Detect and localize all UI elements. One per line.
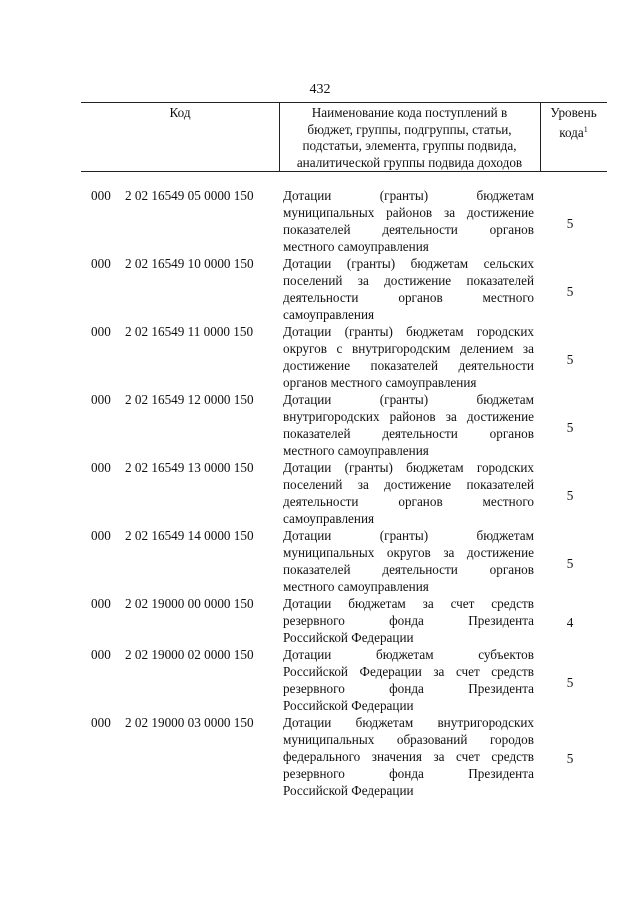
header-level-line: Уровень (550, 105, 597, 120)
name-line: показателей деятельности органов (283, 426, 534, 441)
name-line: местного самоуправления (283, 443, 429, 458)
page-number: 432 (309, 82, 331, 97)
level-cell: 5 (566, 488, 574, 503)
income-code-cell: 2 02 16549 11 0000 150 (125, 324, 254, 339)
level-cell: 5 (566, 556, 574, 571)
name-line: самоуправления (283, 511, 375, 526)
name-line: Дотации бюджетам внутригородских (283, 715, 534, 730)
name-line: Дотации (гранты) бюджетам сельских (283, 256, 534, 271)
name-line: показателей деятельности органов (283, 562, 534, 577)
name-line: Российской Федерации (283, 698, 414, 713)
name-cell (283, 714, 534, 799)
name-line: Дотации (гранты) бюджетам городских (283, 324, 534, 339)
level-cell: 5 (566, 420, 574, 435)
name-line: округов с внутригородским делением за (283, 341, 534, 356)
name-line: Дотации бюджетам за счет средств (283, 596, 534, 611)
level-cell: 5 (566, 751, 574, 766)
name-line: Дотации (гранты) бюджетам (283, 528, 534, 543)
name-cell (283, 255, 534, 323)
level-cell: 5 (566, 284, 574, 299)
admin-code-cell: 000 (91, 460, 111, 475)
income-code-cell: 2 02 19000 02 0000 150 (125, 647, 254, 662)
header-name-line: бюджет, группы, подгруппы, статьи, (307, 121, 512, 137)
admin-code-cell: 000 (91, 647, 111, 662)
name-line: резервного фонда Президента (283, 681, 534, 696)
name-line: деятельности органов местного (283, 494, 534, 509)
name-line: резервного фонда Президента (283, 766, 534, 781)
name-cell (283, 391, 534, 459)
admin-code-cell: 000 (91, 528, 111, 543)
name-cell (283, 646, 534, 714)
income-code-cell: 2 02 19000 03 0000 150 (125, 715, 254, 730)
name-line: местного самоуправления (283, 239, 429, 254)
header-name-line: аналитической группы подвида доходов (296, 154, 523, 170)
name-line: Российской Федерации за счет средств (283, 664, 534, 679)
header-level-text: кода (559, 124, 584, 140)
header-name-line: Наименование кода поступлений в (311, 105, 508, 120)
name-line: Российской Федерации (283, 630, 414, 645)
name-line: муниципальных районов за достижение (283, 205, 534, 220)
name-line: Дотации бюджетам субъектов (283, 647, 534, 662)
name-line: резервного фонда Президента (283, 613, 534, 628)
admin-code-cell: 000 (91, 188, 111, 203)
admin-code-cell: 000 (91, 256, 111, 271)
name-line: муниципальных образований городов (283, 732, 534, 747)
header-level-line (540, 122, 607, 142)
name-line: самоуправления (283, 307, 375, 322)
header-code: Код (169, 105, 191, 120)
name-line: Дотации (гранты) бюджетам (283, 188, 534, 203)
name-line: муниципальных округов за достижение (283, 545, 534, 560)
name-line: Российской Федерации (283, 783, 414, 798)
level-cell: 5 (566, 675, 574, 690)
name-line: достижение показателей деятельности (283, 358, 534, 373)
name-line: деятельности органов местного (283, 290, 534, 305)
income-code-cell: 2 02 16549 10 0000 150 (125, 256, 254, 271)
income-code-cell: 2 02 16549 13 0000 150 (125, 460, 254, 475)
header-name (279, 105, 540, 171)
level-cell: 5 (566, 352, 574, 367)
level-cell: 5 (566, 216, 574, 231)
header-level (540, 105, 607, 141)
name-cell (283, 187, 534, 255)
admin-code-cell: 000 (91, 715, 111, 730)
name-line: местного самоуправления (283, 579, 429, 594)
income-code-cell: 2 02 16549 05 0000 150 (125, 188, 254, 203)
footnote-mark: 1 (583, 124, 588, 134)
name-line: поселений за достижение показателей (283, 273, 534, 288)
income-code-cell: 2 02 16549 12 0000 150 (125, 392, 254, 407)
name-line: внутригородских районов за достижение (283, 409, 534, 424)
name-line: федерального значения за счет средств (283, 749, 534, 764)
table-header (81, 102, 607, 172)
admin-code-cell: 000 (91, 324, 111, 339)
name-line: показателей деятельности органов (283, 222, 534, 237)
name-cell (283, 527, 534, 595)
name-line: поселений за достижение показателей (283, 477, 534, 492)
level-cell: 4 (566, 615, 574, 630)
admin-code-cell: 000 (91, 392, 111, 407)
name-cell (283, 459, 534, 527)
name-line: Дотации (гранты) бюджетам (283, 392, 534, 407)
admin-code-cell: 000 (91, 596, 111, 611)
income-code-cell: 2 02 16549 14 0000 150 (125, 528, 254, 543)
name-cell (283, 595, 534, 646)
header-name-line: подстатьи, элемента, группы подвида, (302, 138, 517, 153)
name-line: органов местного самоуправления (283, 375, 477, 390)
income-code-cell: 2 02 19000 00 0000 150 (125, 596, 254, 611)
name-line: Дотации (гранты) бюджетам городских (283, 460, 534, 475)
name-cell (283, 323, 534, 391)
